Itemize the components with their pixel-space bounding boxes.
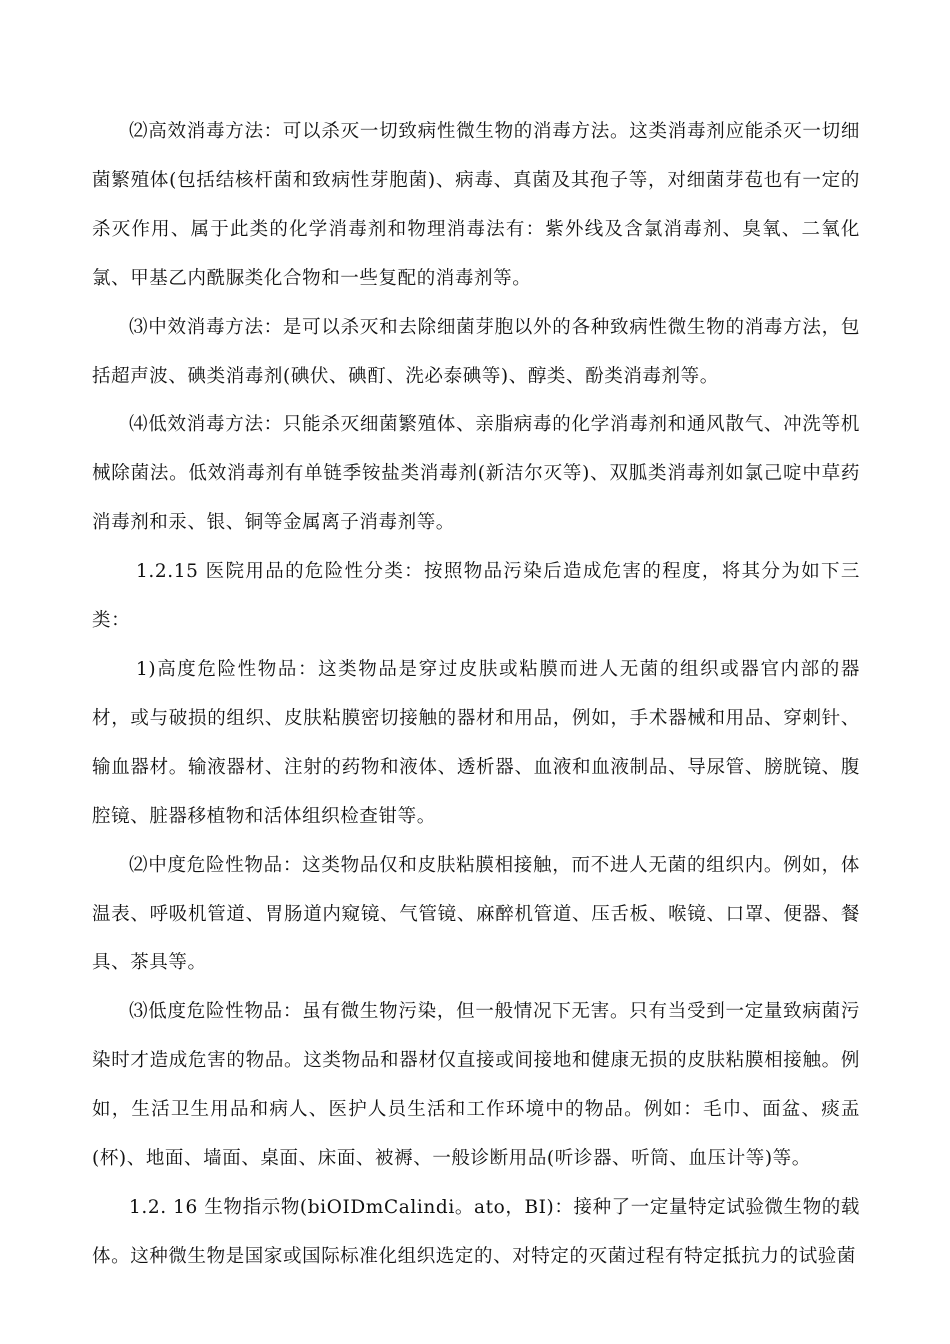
paragraph-high-level-disinfection: ⑵高效消毒方法：可以杀灭一切致病性微生物的消毒方法。这类消毒剂应能杀灭一切细菌繁殖体(包括结核杆菌和致病性芽胞菌)、病毒、真菌及其孢子等，对细菌芽苞也有一定的杀灭作用、属于此类的化学消毒剂和物理消毒法有：紫外线及含氯消毒剂、臭氧、二氧化氯、甲基乙内酰脲类化合物和一些复配的消毒剂等。 — [92, 121, 860, 289]
paragraph-risk-classification-heading: 1.2.15 医院用品的危险性分类：按照物品污染后造成危害的程度，将其分为如下三类： — [92, 561, 860, 632]
paragraph-low-risk-items: ⑶低度危险性物品：虽有微生物污染，但一般情况下无害。只有当受到一定量致病菌污染时才造成危害的物品。这类物品和器材仅直接或间接地和健康无损的皮肤粘膜相接触。例如，生活卫生用品和病人、医护人员生活和工作环境中的物品。例如：毛巾、面盆、痰盂(杯)、地面、墙面、桌面、床面、被褥、一般诊断用品(听诊器、听筒、血压计等)等。 — [92, 1001, 860, 1170]
paragraph-high-risk-items: 1)高度危险性物品：这类物品是穿过皮肤或粘膜而进人无菌的组织或器官内部的器材，或与破损的组织、皮肤粘膜密切接触的器材和用品，例如，手术器械和用品、穿刺针、输血器材。输液器材、注射的药物和液体、透析器、血液和血液制品、导尿管、膀胱镜、腹腔镜、脏器移植物和活体组织检查钳等。 — [92, 658, 860, 827]
paragraph-low-level-disinfection: ⑷低效消毒方法：只能杀灭细菌繁殖体、亲脂病毒的化学消毒剂和通风散气、冲洗等机械除菌法。低效消毒剂有单链季铵盐类消毒剂(新洁尔灭等)、双胍类消毒剂如氯己啶中草药消毒剂和汞、银、铜等金属离子消毒剂等。 — [92, 414, 860, 534]
paragraph-medium-level-disinfection: ⑶中效消毒方法：是可以杀灭和去除细菌芽胞以外的各种致病性微生物的消毒方法，包括超声波、碘类消毒剂(碘伏、碘酊、洗必泰碘等)、醇类、酚类消毒剂等。 — [92, 316, 860, 387]
document-body — [92, 108, 860, 1282]
paragraph-medium-risk-items: ⑵中度危险性物品：这类物品仅和皮肤粘膜相接触，而不进人无菌的组织内。例如，体温表、呼吸机管道、胃肠道内窥镜、气管镜、麻醉机管道、压舌板、喉镜、口罩、便器、餐具、茶具等。 — [92, 854, 860, 974]
paragraph-biological-indicator: 1.2. 16 生物指示物(biOIDmCalindi。ato，BI)：接种了一定量特定试验微生物的载体。这种微生物是国家或国际标准化组织选定的、对特定的灭菌过程有特定抵抗力的试验菌 — [92, 1196, 860, 1267]
